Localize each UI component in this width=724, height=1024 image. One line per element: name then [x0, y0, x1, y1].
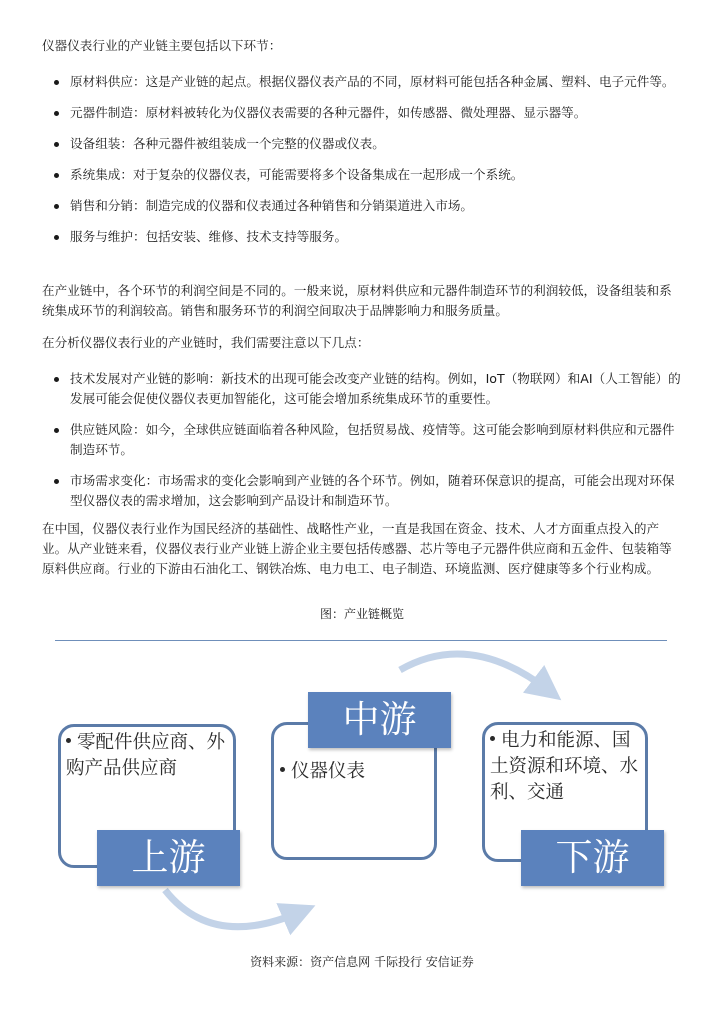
list-item: 系统集成：对于复杂的仪器仪表，可能需要将多个设备集成在一起形成一个系统。: [42, 165, 684, 185]
arrow-mid-to-down: [400, 654, 548, 690]
profit-paragraph: 在产业链中，各个环节的利润空间是不同的。一般来说，原材料供应和元器件制造环节的利润较低，设备组装和系统集成环节的利润较高。销售和服务环节的利润空间取决于品牌影响力和服务质量。: [42, 283, 672, 318]
downstream-text-content: 电力和能源、国土资源和环境、水利、交通: [490, 730, 639, 803]
figure-caption: 图：产业链概览: [319, 607, 404, 621]
midstream-text-content: 仪器仪表: [291, 761, 366, 782]
list-item: 技术发展对产业链的影响：新技术的出现可能会改变产业链的结构。例如，IoT（物联网）和AI（人工智能）的发展可能会促使仪器仪表更加智能化，这可能会增加系统集成环节的重要性。: [42, 369, 684, 409]
list-item: 市场需求变化：市场需求的变化会影响到产业链的各个环节。例如，随着环保意识的提高，可能会出现对环保型仪器仪表的需求增加，这会影响到产品设计和制造环节。: [42, 471, 684, 511]
intro-text: 仪器仪表行业的产业链主要包括以下环节：: [42, 38, 282, 53]
bullet-dot: [280, 767, 285, 772]
list-item: 供应链风险：如今，全球供应链面临着各种风险，包括贸易战、疫情等。这可能会影响到原材料供应和元器件制造环节。: [42, 420, 684, 460]
bullet-dot: [66, 738, 71, 743]
upstream-label: 上游: [97, 830, 240, 886]
list-item: 元器件制造：原材料被转化为仪器仪表需要的各种元器件，如传感器、微处理器、显示器等。: [42, 103, 684, 123]
upstream-text: [66, 730, 232, 782]
source-note: 资料来源：资产信息网 千际投行 安信证券: [250, 955, 474, 969]
upstream-text-content: 零配件供应商、外购产品供应商: [66, 732, 226, 779]
midstream-label: 中游: [308, 692, 451, 748]
list-item: 原材料供应：这是产业链的起点。根据仪器仪表产品的不同，原材料可能包括各种金属、塑料、电子元件等。: [42, 72, 684, 92]
bullet-dot: [490, 736, 495, 741]
midstream-text: [280, 759, 430, 785]
list-item: 服务与维护：包括安装、维修、技术支持等服务。: [42, 227, 684, 247]
analysis-intro: 在分析仪器仪表行业的产业链时，我们需要注意以下几点：: [42, 335, 370, 350]
analysis-list: [42, 369, 684, 522]
industry-chain-diagram: [0, 620, 724, 950]
downstream-label: 下游: [521, 830, 664, 886]
china-paragraph: 在中国，仪器仪表行业作为国民经济的基础性、战略性产业，一直是我国在资金、技术、人才方面重点投入的产业。从产业链来看，仪器仪表行业产业链上游企业主要包括传感器、芯片等电子元器件供应商和五金件、包装箱等原料供应商。行业的下游由石油化工、钢铁冶炼、电力电工、电子制造、环境监测、医疗健康等多个行业构成。: [42, 521, 672, 576]
chain-list: [42, 72, 684, 258]
downstream-text: [490, 728, 642, 806]
arrow-up-to-down: [165, 890, 300, 927]
list-item: 设备组装：各种元器件被组装成一个完整的仪器或仪表。: [42, 134, 684, 154]
list-item: 销售和分销：制造完成的仪器和仪表通过各种销售和分销渠道进入市场。: [42, 196, 684, 216]
